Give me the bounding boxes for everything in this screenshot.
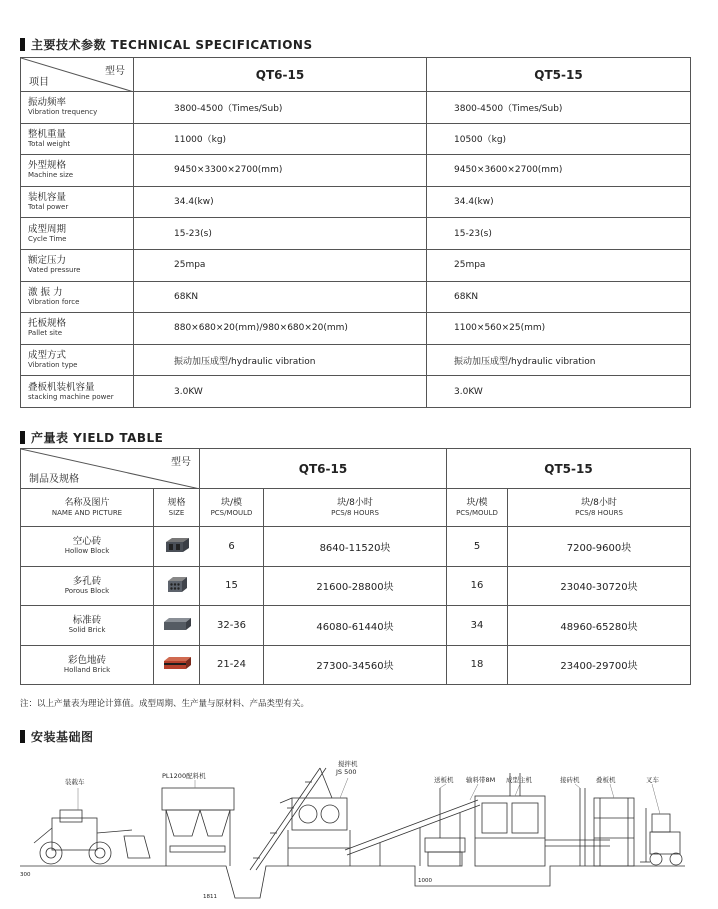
spec-value-model2: 34.4(kw): [427, 186, 691, 218]
yield-table: [20, 448, 691, 685]
spec-value-model2: 10500（kg): [427, 123, 691, 155]
spec-value-model2: 3.0KW: [427, 376, 691, 408]
spec-row: [21, 376, 691, 408]
model2-mould-cell: 18: [447, 645, 508, 685]
model2-mould-cell: 16: [447, 566, 508, 606]
spec-body: [21, 92, 691, 408]
spec-label-cell: 装机容量 Total power: [21, 186, 134, 218]
spec-value-model1: 9450×3300×2700(mm): [134, 155, 427, 187]
yield-header-row: [21, 449, 691, 489]
label-conveyor: 输料带8M: [466, 776, 496, 784]
model1-hours-cell: 21600-28800块: [264, 566, 447, 606]
model2-hours-cell: 23040-30720块: [508, 566, 691, 606]
model2-mould-cell: 34: [447, 606, 508, 646]
spec-header-row: [21, 58, 691, 92]
spec-value-model1: 880×680×20(mm)/980×680×20(mm): [134, 313, 427, 345]
spec-value-model2: 1100×560×25(mm): [427, 313, 691, 345]
yield-row: [21, 527, 691, 567]
spec-row: [21, 313, 691, 345]
product-picture-cell: [154, 606, 200, 646]
yield-row: [21, 566, 691, 606]
yield-model1-header: QT6-15: [200, 449, 447, 489]
section-marker: [20, 38, 25, 51]
spec-value-model2: 68KN: [427, 281, 691, 313]
model1-mould-cell: 6: [200, 527, 264, 567]
spec-value-model1: 3800-4500（Times/Sub): [134, 92, 427, 124]
main-machine-drawing: [475, 773, 545, 866]
spec-label-cell: 额定压力 Vated pressure: [21, 249, 134, 281]
hollow-block-icon: [164, 537, 190, 553]
dim-d3: 300: [20, 872, 31, 878]
model1-mould-cell: 15: [200, 566, 264, 606]
spec-value-model1: 振动加压成型/hydraulic vibration: [134, 344, 427, 376]
spec-label-cell: 托板规格 Pallet site: [21, 313, 134, 345]
label-loader: 装载车: [65, 778, 85, 786]
label-brick-receiver: 接砖机: [560, 776, 580, 784]
porous-block-icon: [166, 576, 188, 593]
product-name-cell: 空心砖 Hollow Block: [21, 527, 154, 567]
spec-value-model1: 68KN: [134, 281, 427, 313]
label-stacker: 叠板机: [596, 776, 616, 784]
label-main-machine: 成型主机: [506, 776, 532, 784]
spec-row: [21, 344, 691, 376]
holland-brick-icon: [162, 656, 192, 670]
product-picture-cell: [154, 566, 200, 606]
hours2-col-header: 块/8小时 PCS/8 HOURS: [508, 489, 691, 527]
spec-value-model2: 3800-4500（Times/Sub): [427, 92, 691, 124]
spec-row: [21, 123, 691, 155]
model1-mould-cell: 32-36: [200, 606, 264, 646]
label-batcher: PL1200配料机: [162, 772, 206, 780]
spec-value-model1: 15-23(s): [134, 218, 427, 250]
solid-brick-icon: [162, 617, 192, 631]
product-picture-cell: [154, 645, 200, 685]
spec-corner-cell: 型号 项目: [21, 58, 134, 92]
spec-value-model1: 34.4(kw): [134, 186, 427, 218]
forklift-drawing: [640, 808, 682, 865]
yield-model2-header: QT5-15: [447, 449, 691, 489]
spec-row: [21, 281, 691, 313]
label-forklift: 叉车: [646, 776, 659, 784]
yield-section-title: 产量表 YIELD TABLE: [20, 429, 163, 446]
product-name-cell: 彩色地砖 Holland Brick: [21, 645, 154, 685]
model1-mould-cell: 21-24: [200, 645, 264, 685]
spec-label-cell: 成型方式 Vibration type: [21, 344, 134, 376]
model2-hours-cell: 48960-65280块: [508, 606, 691, 646]
model2-hours-cell: 23400-29700块: [508, 645, 691, 685]
spec-model1-header: QT6-15: [134, 58, 427, 92]
spec-row: [21, 92, 691, 124]
spec-table: [20, 57, 691, 408]
section-marker: [20, 730, 25, 743]
yield-corner-cell: 型号 制品及规格: [21, 449, 200, 489]
yield-note: 注：以上产量表为理论计算值。成型周期、生产量与原材料、产品类型有关。: [20, 699, 310, 709]
hours1-col-header: 块/8小时 PCS/8 HOURS: [264, 489, 447, 527]
foundation-outline: [220, 866, 685, 898]
model1-hours-cell: 8640-11520块: [264, 527, 447, 567]
spec-value-model1: 3.0KW: [134, 376, 427, 408]
spec-value-model1: 25mpa: [134, 249, 427, 281]
dim-d2: 1000: [418, 878, 432, 884]
yield-row: [21, 645, 691, 685]
installation-diagram: [20, 758, 700, 903]
spec-value-model2: 振动加压成型/hydraulic vibration: [427, 344, 691, 376]
spec-label-cell: 外型规格 Machine size: [21, 155, 134, 187]
spec-section-title: 主要技术参数 TECHNICAL SPECIFICATIONS: [20, 36, 313, 53]
dim-d1: 1811: [203, 894, 217, 900]
label-mixer-model: JS 500: [336, 768, 357, 776]
spec-value-model2: 25mpa: [427, 249, 691, 281]
product-name-cell: 标准砖 Solid Brick: [21, 606, 154, 646]
model2-mould-cell: 5: [447, 527, 508, 567]
spec-label-cell: 振动频率 Vibration trequency: [21, 92, 134, 124]
spec-row: [21, 249, 691, 281]
section-marker: [20, 431, 25, 444]
loader-drawing: [34, 810, 150, 864]
plan-section-title: 安装基础图: [20, 728, 94, 745]
mixer-drawing: [280, 768, 350, 866]
mould2-col-header: 块/模 PCS/MOULD: [447, 489, 508, 527]
spec-label-cell: 整机重量 Total weight: [21, 123, 134, 155]
spec-row: [21, 186, 691, 218]
model1-hours-cell: 46080-61440块: [264, 606, 447, 646]
name-col-header: 名称及图片 NAME AND PICTURE: [21, 489, 154, 527]
size-col-header: 规格 SIZE: [154, 489, 200, 527]
stacker-drawing: [594, 798, 634, 866]
label-pallet-feeder: 送板机: [434, 776, 454, 784]
model1-hours-cell: 27300-34560块: [264, 645, 447, 685]
yield-subheader-row: [21, 489, 691, 527]
label-mixer: 搅拌机: [338, 760, 358, 768]
spec-value-model2: 15-23(s): [427, 218, 691, 250]
batcher-drawing: [162, 788, 234, 866]
mould1-col-header: 块/模 PCS/MOULD: [200, 489, 264, 527]
spec-value-model2: 9450×3600×2700(mm): [427, 155, 691, 187]
spec-label-cell: 叠板机装机容量 stacking machine power: [21, 376, 134, 408]
spec-model2-header: QT5-15: [427, 58, 691, 92]
spec-row: [21, 155, 691, 187]
yield-body: [21, 527, 691, 685]
product-name-cell: 多孔砖 Porous Block: [21, 566, 154, 606]
spec-row: [21, 218, 691, 250]
spec-value-model1: 11000（kg): [134, 123, 427, 155]
conveyor-drawing: [345, 800, 480, 866]
spec-label-cell: 激 振 力 Vibration force: [21, 281, 134, 313]
yield-row: [21, 606, 691, 646]
model2-hours-cell: 7200-9600块: [508, 527, 691, 567]
spec-label-cell: 成型周期 Cycle Time: [21, 218, 134, 250]
product-picture-cell: [154, 527, 200, 567]
pallet-feeder-drawing: [425, 788, 465, 866]
